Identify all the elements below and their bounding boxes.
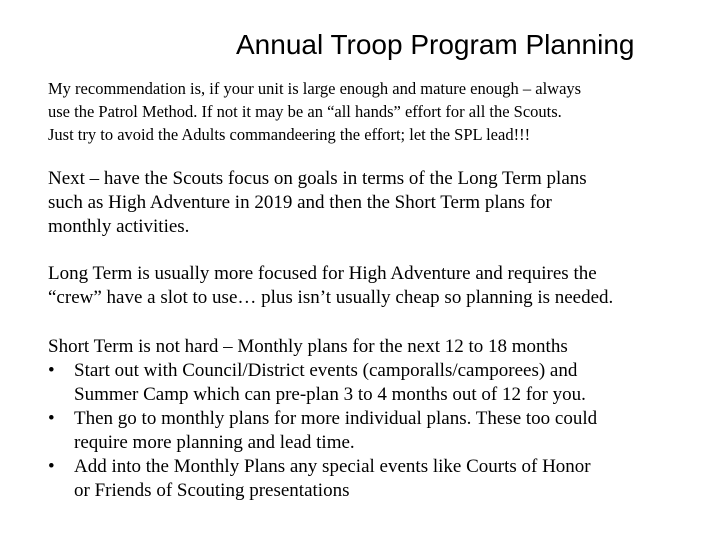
bullet-icon: • — [48, 360, 55, 381]
bullet-line: Start out with Council/District events (camporalls/camporees) and — [74, 360, 578, 381]
bullet-item — [48, 407, 708, 455]
short-term-section — [48, 335, 708, 503]
bullet-line: or Friends of Scouting presentations — [74, 480, 350, 501]
next-steps-line: monthly activities. — [48, 216, 190, 237]
bullet-line: require more planning and lead time. — [74, 432, 355, 453]
recommendation-line: My recommendation is, if your unit is large enough and mature enough – always — [48, 79, 582, 98]
long-term-paragraph — [48, 262, 708, 310]
bullet-line: Then go to monthly plans for more individual plans. These too could — [74, 408, 598, 429]
next-steps-line: such as High Adventure in 2019 and then the Short Term plans for — [48, 192, 552, 213]
short-term-bullet-list — [48, 359, 708, 503]
bullet-item — [48, 359, 708, 407]
bullet-icon: • — [48, 456, 55, 477]
recommendation-line: Just try to avoid the Adults commandeering the effort; let the SPL lead!!! — [48, 125, 531, 144]
bullet-line: Add into the Monthly Plans any special events like Courts of Honor — [74, 456, 591, 477]
next-steps-line: Next – have the Scouts focus on goals in terms of the Long Term plans — [48, 168, 587, 189]
slide-title: Annual Troop Program Planning — [236, 29, 635, 60]
short-term-intro: Short Term is not hard – Monthly plans for the next 12 to 18 months — [48, 336, 568, 357]
recommendation-paragraph — [48, 77, 708, 146]
next-steps-paragraph — [48, 167, 708, 239]
bullet-icon: • — [48, 408, 55, 429]
long-term-line: Long Term is usually more focused for High Adventure and requires the — [48, 263, 597, 284]
bullet-item — [48, 455, 708, 503]
recommendation-line: use the Patrol Method. If not it may be an “all hands” effort for all the Scouts. — [48, 102, 562, 121]
bullet-line: Summer Camp which can pre-plan 3 to 4 months out of 12 for you. — [74, 384, 586, 405]
long-term-line: “crew” have a slot to use… plus isn’t usually cheap so planning is needed. — [48, 287, 614, 308]
